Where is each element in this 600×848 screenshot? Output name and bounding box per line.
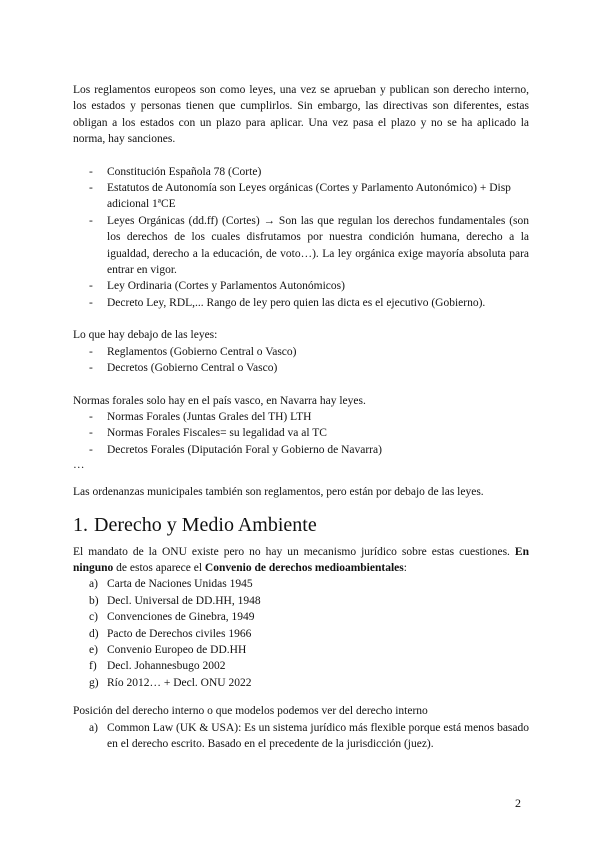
page-number: 2 — [515, 796, 521, 810]
section-heading — [73, 513, 529, 537]
bullet-marker: - — [89, 410, 93, 423]
list-item: - Normas Forales (Juntas Grales del TH) LTH — [73, 409, 529, 425]
list-item: c) Convenciones de Ginebra, 1949 — [73, 609, 529, 625]
bullet-marker: - — [89, 296, 93, 309]
list-item: d) Pacto de Derechos civiles 1966 — [73, 626, 529, 642]
bullet-marker: - — [89, 345, 93, 358]
list-item: - Reglamentos (Gobierno Central o Vasco) — [73, 344, 529, 360]
list-marker: a) — [89, 721, 98, 734]
list-item: - Decretos (Gobierno Central o Vasco) — [73, 360, 529, 376]
list-item: - Estatutos de Autonomía son Leyes orgánicas (Cortes y Parlamento Autonómico) + Disp adicional 1ªCE — [89, 182, 511, 211]
list-marker: d) — [89, 627, 99, 640]
norms-list — [73, 164, 529, 312]
bullet-marker: - — [89, 362, 93, 375]
list-item: - Ley Ordinaria (Cortes y Parlamentos Autonómicos) — [73, 278, 529, 294]
convenios-list — [73, 576, 529, 691]
forales-list — [73, 409, 529, 458]
bullet-marker: - — [89, 280, 93, 293]
list-item: a) Carta de Naciones Unidas 1945 — [73, 576, 529, 592]
bullet-marker: - — [89, 165, 93, 178]
intro-paragraph: Los reglamentos europeos son como leyes, una vez se aprueban y publican son derecho interno, los estados y personas tienen que cumplirlos. Sin embargo, las directivas son diferentes, estas obligan a los estados con un plazo para aplicar. Una vez pasa el plazo y no se ha aplicado la norma, hay sanciones. — [73, 84, 529, 146]
list-item: g) Río 2012… + Decl. ONU 2022 — [73, 675, 529, 691]
list-marker: g) — [89, 676, 99, 689]
section-number: 1. — [73, 513, 88, 536]
bullet-marker: - — [89, 214, 93, 227]
list-item: - Leyes Orgánicas (dd.ff) (Cortes) → Son las que regulan los derechos fundamentales (son los derechos de los cuales disfrutamos por nuestra condición humana, derecho a la igualdad, derecho a la educación, de voto…). La ley orgánica exige mayoría absoluta para entrar en vigor. — [89, 214, 529, 277]
list-marker: c) — [89, 611, 98, 624]
list-marker: f) — [89, 660, 97, 673]
bullet-marker: - — [89, 182, 93, 195]
list-marker: e) — [89, 643, 98, 656]
bullet-marker: - — [89, 443, 93, 456]
page-content — [73, 82, 529, 752]
list-marker: a) — [89, 578, 98, 591]
list-item: b) Decl. Universal de DD.HH, 1948 — [73, 593, 529, 609]
below-laws-list — [73, 344, 529, 377]
list-item: - Constitución Española 78 (Corte) — [73, 164, 529, 180]
list-item: a) Common Law (UK & USA): Es un sistema jurídico más flexible porque está menos basado en el derecho escrito. Basado en el precedente de la jurisdicción (juez). — [89, 721, 529, 750]
bullet-marker: - — [89, 427, 93, 440]
ellipsis-line: … — [73, 459, 85, 472]
list-item: f) Decl. Johannesbugo 2002 — [73, 658, 529, 674]
ordenanzas-paragraph: Las ordenanzas municipales también son reglamentos, pero están por debajo de las leyes. — [73, 486, 484, 499]
section-title: Derecho y Medio Ambiente — [94, 513, 317, 536]
list-marker: b) — [89, 594, 99, 607]
list-item: - Decretos Forales (Diputación Foral y Gobierno de Navarra) — [73, 442, 529, 458]
modelos-list — [73, 720, 529, 753]
list-item: - Normas Forales Fiscales= su legalidad va al TC — [73, 425, 529, 441]
list-item: - Decreto Ley, RDL,... Rango de ley pero quien las dicta es el ejecutivo (Gobierno). — [73, 295, 529, 311]
onu-paragraph: El mandato de la ONU existe pero no hay un mecanismo jurídico sobre estas cuestiones. En ninguno de estos aparece el Convenio de derechos medioambientales: — [73, 545, 529, 574]
below-laws-paragraph: Lo que hay debajo de las leyes: — [73, 329, 218, 342]
list-item: e) Convenio Europeo de DD.HH — [73, 642, 529, 658]
forales-paragraph: Normas forales solo hay en el país vasco, en Navarra hay leyes. — [73, 394, 366, 407]
posicion-paragraph: Posición del derecho interno o que modelos podemos ver del derecho interno — [73, 705, 428, 718]
